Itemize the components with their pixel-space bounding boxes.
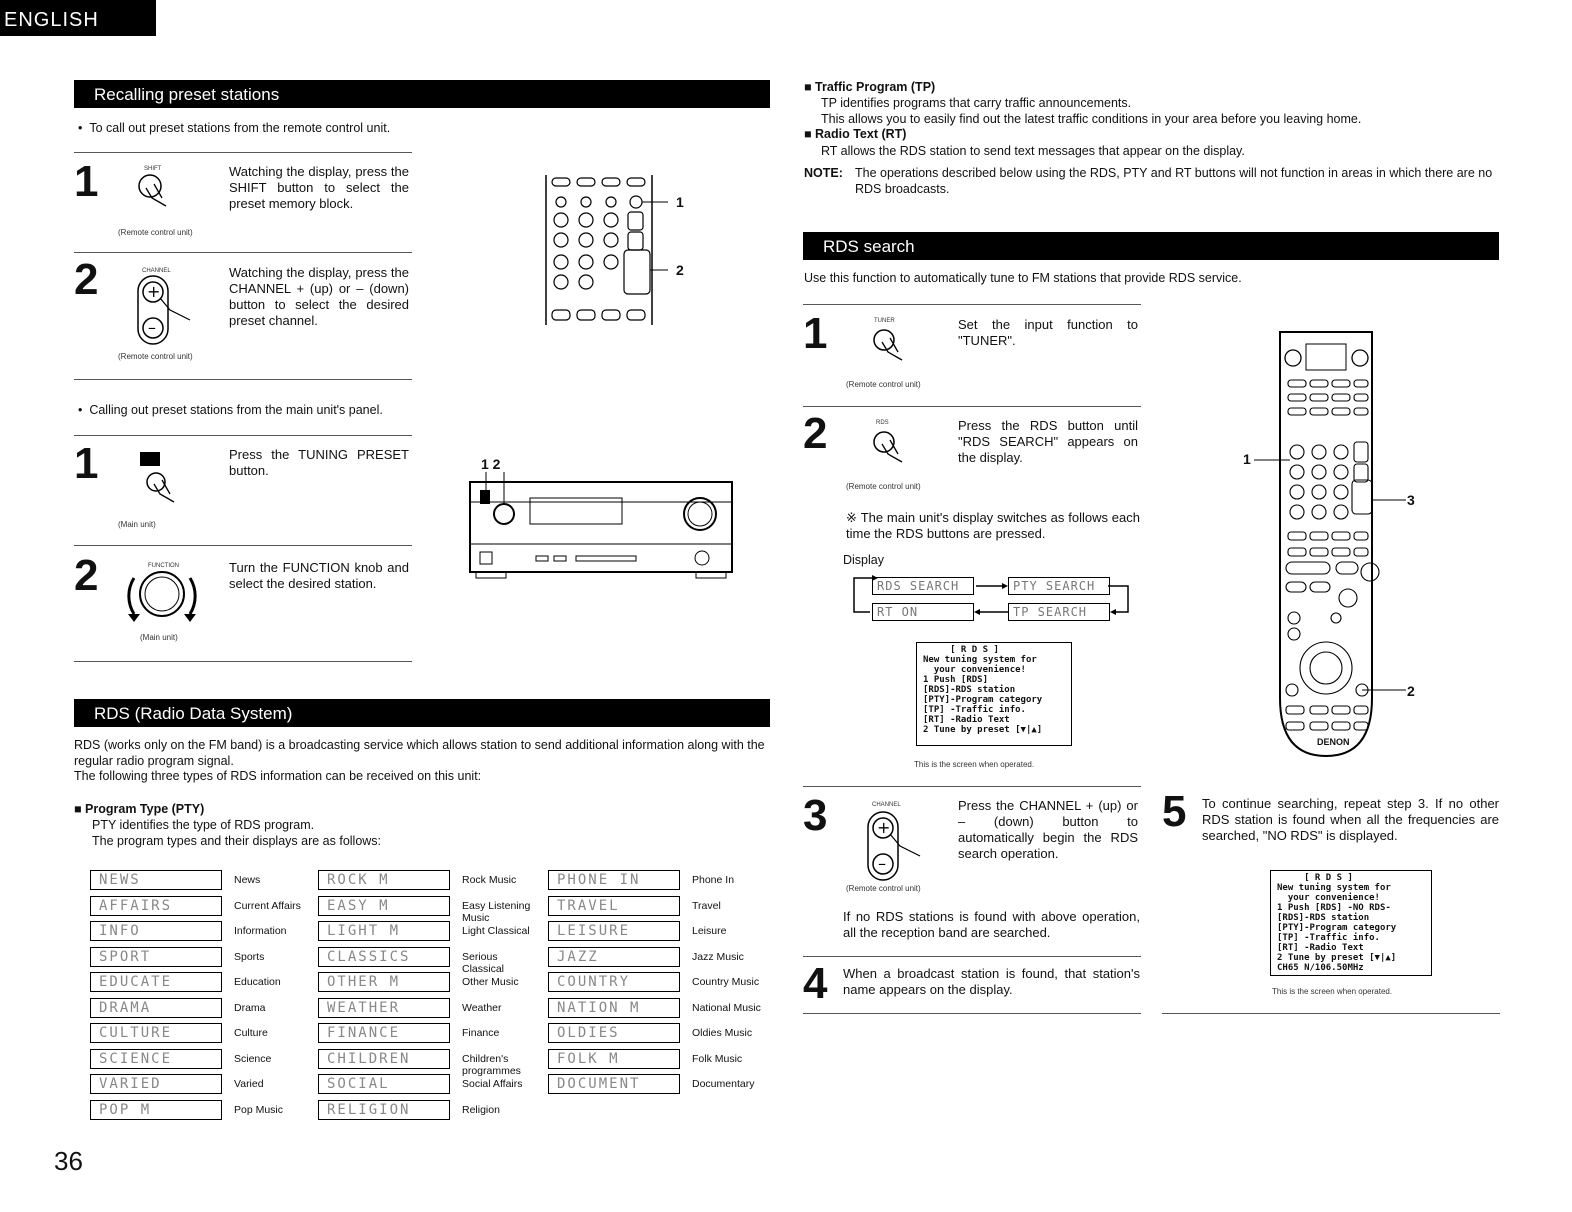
display-rt-on: RT ON — [872, 603, 974, 621]
hand-press-icon — [130, 450, 200, 510]
rt-heading: ■ Radio Text (RT) — [804, 127, 907, 141]
step-caption: (Remote control unit) — [846, 884, 921, 893]
recall-section-title: Recalling preset stations — [74, 80, 770, 108]
divider — [74, 435, 412, 436]
pty-display: POP M — [90, 1100, 222, 1120]
pty-heading: ■ Program Type (PTY) — [74, 802, 205, 816]
pty-label: News — [234, 874, 261, 886]
hand-press-icon — [858, 316, 928, 372]
step-number: 5 — [1162, 787, 1187, 836]
pty-display: SCIENCE — [90, 1049, 222, 1069]
pty-label: Documentary — [692, 1078, 755, 1090]
function-icon-label: FUNCTION — [148, 563, 179, 569]
pty-label: Folk Music — [692, 1052, 743, 1065]
pty-display: INFO — [90, 921, 222, 941]
display-rds-search: RDS SEARCH — [872, 577, 974, 595]
step-number: 4 — [803, 959, 828, 1008]
step-number: 2 — [74, 255, 99, 304]
panel-callouts: 1 2 — [481, 456, 501, 472]
osd-caption: This is the screen when operated. — [1272, 987, 1393, 996]
note-label: NOTE: — [804, 166, 843, 180]
divider — [803, 304, 1141, 305]
pty-label: Rock Music — [462, 874, 517, 886]
step-text: When a broadcast station is found, that station's name appears on the display. — [843, 966, 1140, 997]
pty-label: Varied — [234, 1078, 264, 1090]
pty-display: SOCIAL — [318, 1074, 450, 1094]
display-note: ※ The main unit's display switches as follows each time the RDS buttons are pressed. — [846, 510, 1140, 541]
step-text: Turn the FUNCTION knob and select the desired station. — [229, 560, 409, 591]
divider — [803, 786, 1141, 787]
step-caption: (Remote control unit) — [118, 352, 193, 361]
main-unit-illustration — [466, 472, 736, 584]
language-tab: ENGLISH — [0, 0, 156, 36]
pty-label: Sports — [234, 950, 265, 963]
divider — [74, 661, 412, 662]
remote-control-illustration — [1240, 328, 1430, 768]
step-text: Press the RDS button until "RDS SEARCH" appears on the display. — [958, 418, 1138, 465]
pty-desc: The program types and their displays are as follows: — [92, 834, 382, 848]
callout-1: 1 — [1243, 451, 1251, 467]
pty-label: Drama — [234, 1001, 266, 1014]
pty-label: Leisure — [692, 925, 727, 937]
pty-label: Finance — [462, 1027, 500, 1039]
svg-text:+: + — [147, 282, 161, 301]
recall-intro-remote: • To call out preset stations from the remote control unit. — [78, 121, 391, 135]
pty-display: CULTURE — [90, 1023, 222, 1043]
step-text: Press the CHANNEL + (up) or – (down) button to automatically begin the RDS search operation. — [958, 798, 1138, 861]
page-number: 36 — [54, 1146, 83, 1176]
callout-1: 1 — [676, 194, 684, 210]
pty-label: Science — [234, 1052, 272, 1065]
pty-label: Jazz Music — [692, 950, 744, 963]
pty-label: Oldies Music — [692, 1027, 753, 1039]
svg-text:+: + — [877, 818, 891, 837]
divider — [803, 406, 1141, 407]
callout-2: 2 — [676, 262, 684, 278]
pty-label: Pop Music — [234, 1103, 284, 1116]
pty-display: FOLK M — [548, 1049, 680, 1069]
pty-display: FINANCE — [318, 1023, 450, 1043]
pty-display: COUNTRY — [548, 972, 680, 992]
channel-icon-label: CHANNEL — [872, 802, 901, 808]
osd-caption: This is the screen when operated. — [914, 760, 1035, 769]
remote-brand-logo: DENON — [1317, 737, 1350, 747]
step-text: Press the TUNING PRESET button. — [229, 447, 409, 478]
pty-display: RELIGION — [318, 1100, 450, 1120]
rds-osd-screen-no-rds: [ R D S ] New tuning system for your convenience! 1 Push [RDS] -NO RDS- [RDS]-RDS station [PTY]-Program category [TP] -Traffic info. [RT] -Radio Text 2 Tune by preset [▼|▲] CH65 N/106.50MHz — [1270, 870, 1432, 976]
pty-display: CHILDREN — [318, 1049, 450, 1069]
note-text: The operations described below using the RDS, PTY and RT buttons will not function in areas in which there are no RDS broadcasts. — [855, 166, 1493, 196]
divider — [1162, 1013, 1500, 1014]
pty-label: Social Affairs — [462, 1078, 523, 1090]
divider — [74, 379, 412, 380]
pty-display: DOCUMENT — [548, 1074, 680, 1094]
step-number: 2 — [803, 409, 828, 458]
pty-display: CLASSICS — [318, 947, 450, 967]
step-number: 1 — [74, 439, 99, 488]
step-number: 1 — [74, 157, 99, 206]
pty-display: VARIED — [90, 1074, 222, 1094]
recall-intro-panel: • Calling out preset stations from the main unit's panel. — [78, 403, 383, 417]
pty-display: TRAVEL — [548, 896, 680, 916]
rds-intro2: The following three types of RDS information can be received on this unit: — [74, 769, 482, 783]
pty-display: ROCK M — [318, 870, 450, 890]
rds-section-title: RDS (Radio Data System) — [74, 699, 770, 727]
step-text: To continue searching, repeat step 3. If no other RDS station is found when all the frequencies are searched, "NO RDS" is displayed. — [1202, 796, 1499, 843]
step-caption: (Remote control unit) — [846, 380, 921, 389]
pty-display: DRAMA — [90, 998, 222, 1018]
display-label: Display — [843, 553, 884, 567]
pty-label: Country Music — [692, 976, 760, 988]
step-text: Set the input function to "TUNER". — [958, 317, 1138, 348]
pty-display: NEWS — [90, 870, 222, 890]
pty-label: Other Music — [462, 976, 519, 988]
tp-desc: This allows you to easily find out the latest traffic conditions in your area before you leaving home. — [821, 112, 1362, 126]
tuner-icon-label: TUNER — [874, 318, 895, 324]
divider — [74, 545, 412, 546]
pty-label: Travel — [692, 899, 721, 912]
channel-button-icon — [860, 804, 930, 886]
channel-button-icon — [130, 268, 200, 350]
pty-display: WEATHER — [318, 998, 450, 1018]
pty-label: Children's programmes — [462, 1052, 521, 1077]
pty-display: AFFAIRS — [90, 896, 222, 916]
shift-icon-label: SHIFT — [144, 166, 162, 172]
program-type-table — [90, 870, 770, 1122]
pty-label: Current Affairs — [234, 899, 301, 912]
tp-desc: TP identifies programs that carry traffic announcements. — [821, 96, 1132, 110]
pty-display: OTHER M — [318, 972, 450, 992]
divider — [803, 956, 1141, 957]
pty-display: OLDIES — [548, 1023, 680, 1043]
pty-label: Education — [234, 976, 281, 988]
display-pty-search: PTY SEARCH — [1008, 577, 1110, 595]
rds-icon-label: RDS — [876, 420, 889, 426]
pty-label: Easy Listening Music — [462, 899, 531, 924]
step-caption: (Main unit) — [140, 633, 178, 642]
remote-keypad-illustration — [540, 170, 670, 330]
rds-intro: RDS (works only on the FM band) is a broadcasting service which allows station to send additional information along with the regular radio program signal. — [74, 738, 765, 768]
pty-label: Weather — [462, 1001, 502, 1014]
rds-search-title: RDS search — [803, 232, 1499, 260]
pty-label: Phone In — [692, 874, 735, 886]
pty-display: PHONE IN — [548, 870, 680, 890]
pty-display: EASY M — [318, 896, 450, 916]
callout-3: 3 — [1407, 492, 1415, 508]
tp-heading: ■ Traffic Program (TP) — [804, 80, 936, 94]
pty-label: Religion — [462, 1103, 500, 1116]
pty-display: LIGHT M — [318, 921, 450, 941]
divider — [74, 152, 412, 153]
svg-text:–: – — [148, 318, 156, 337]
pty-display: LEISURE — [548, 921, 680, 941]
svg-text:–: – — [878, 854, 886, 873]
hand-press-icon — [120, 164, 190, 220]
pty-display: SPORT — [90, 947, 222, 967]
divider — [74, 252, 412, 253]
pty-display: JAZZ — [548, 947, 680, 967]
step-extra: If no RDS stations is found with above operation, all the reception band are searched. — [843, 909, 1140, 940]
pty-label: Light Classical — [462, 925, 530, 937]
divider — [803, 1013, 1141, 1014]
pty-label: National Music — [692, 1001, 761, 1014]
pty-desc: PTY identifies the type of RDS program. — [92, 818, 315, 832]
step-text: Watching the display, press the SHIFT button to select the preset memory block. — [229, 164, 409, 211]
step-text: Watching the display, press the CHANNEL + (up) or – (down) button to select the desired preset channel. — [229, 265, 409, 328]
step-caption: (Remote control unit) — [118, 228, 193, 237]
step-number: 3 — [803, 791, 828, 840]
pty-display: NATION M — [548, 998, 680, 1018]
pty-label: Information — [234, 925, 287, 937]
step-caption: (Remote control unit) — [846, 482, 921, 491]
step-number: 1 — [803, 309, 828, 358]
rds-osd-screen: [ R D S ] New tuning system for your convenience! 1 Push [RDS] [RDS]-RDS station [PTY]-Program category [TP] -Traffic info. [RT] -Radio Text 2 Tune by preset [▼|▲] — [916, 642, 1072, 746]
rt-desc: RT allows the RDS station to send text messages that appear on the display. — [821, 144, 1245, 158]
pty-label: Culture — [234, 1027, 268, 1039]
display-tp-search: TP SEARCH — [1008, 603, 1110, 621]
rds-search-intro: Use this function to automatically tune to FM stations that provide RDS service. — [804, 271, 1242, 285]
step-caption: (Main unit) — [118, 520, 156, 529]
callout-2: 2 — [1407, 683, 1415, 699]
channel-icon-label: CHANNEL — [142, 268, 171, 274]
step-number: 2 — [74, 551, 99, 600]
pty-display: EDUCATE — [90, 972, 222, 992]
hand-press-icon — [858, 420, 928, 476]
pty-label: Serious Classical — [462, 950, 505, 975]
